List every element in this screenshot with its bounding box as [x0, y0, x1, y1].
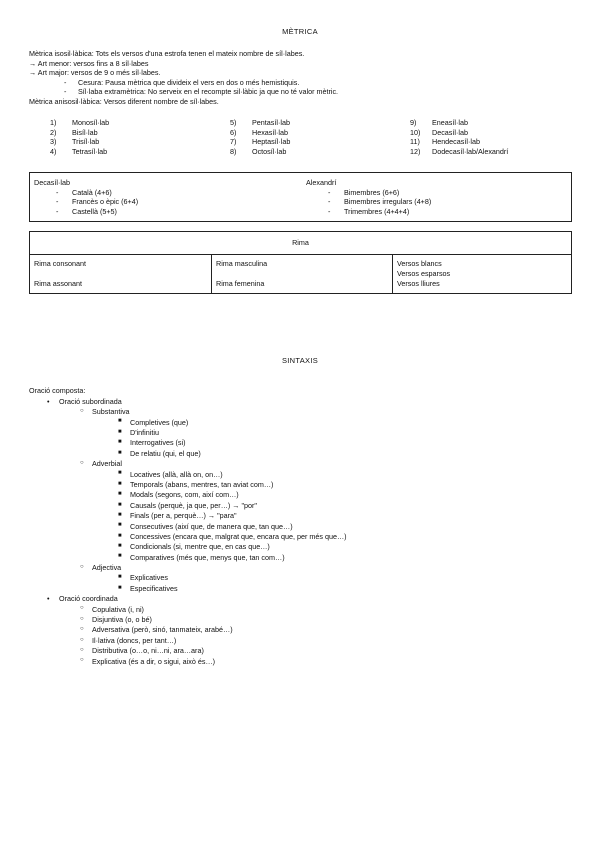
syllable-number: 5)	[230, 118, 237, 127]
list-item: ■ Comparatives (més que, menys que, tan com…)	[118, 552, 285, 562]
syllable-number: 10)	[410, 127, 421, 137]
decasillab-column	[34, 178, 138, 216]
circle-bullet-icon: ○	[80, 459, 84, 466]
syllable-label: Eneasíl·lab	[432, 118, 468, 127]
square-bullet-icon: ■	[118, 470, 122, 477]
subordinada-item	[29, 396, 347, 406]
square-bullet-icon: ■	[118, 543, 122, 550]
syllable-number: 9)	[410, 118, 417, 127]
list-item: ■ Concessives (encara que, malgrat que, encara que, per més que…)	[118, 531, 347, 541]
list-item: ■ Completives (que)	[118, 417, 189, 427]
coordinada-item	[29, 594, 347, 604]
syllable-column-3	[410, 118, 508, 156]
alexandri-item-text: Bimembres irregulars (4+8)	[344, 197, 432, 206]
list-item: ○ Copulativa (i, ni)	[80, 604, 144, 614]
decasillab-item: - Castellà (5+5)	[56, 206, 117, 216]
adverbial-label: Adverbial	[92, 459, 122, 469]
circle-bullet-icon: ○	[80, 563, 84, 570]
syllable-column-1	[50, 118, 230, 156]
list-item: ■ Temporals (abans, mentres, tan aviat com…)	[118, 479, 274, 489]
alexandri-item: - Bimembres (6+6)	[328, 187, 400, 197]
syllable-number: 2)	[50, 127, 57, 137]
adverbial-item	[29, 459, 347, 469]
decasillab-item-text: Castellà (5+5)	[72, 206, 117, 216]
versos-lliures: Versos lliures	[397, 279, 440, 288]
list-item: ■ Causals (perquè, ja que, per…) → "por"	[118, 500, 257, 510]
syllable-item	[230, 137, 410, 147]
metrica-title: MÈTRICA	[282, 27, 318, 36]
square-bullet-icon: ■	[118, 418, 122, 425]
syllable-label: Tetrasíl·lab	[72, 146, 108, 156]
cesura-text: Cesura: Pausa mètrica que divideix el vers en dos o més hemistiquis.	[78, 77, 300, 87]
sintaxi-title: SINTAXIS	[281, 356, 319, 365]
list-item: ○ Distributiva (o…o, ni…ni, ara…ara)	[80, 646, 204, 656]
square-bullet-icon: ■	[118, 491, 122, 498]
syllable-number: 7)	[230, 137, 237, 146]
list-item: ■ Locatives (allà, allà on, on…)	[118, 469, 223, 479]
alexandri-item: - Trimembres (4+4+4)	[328, 206, 410, 216]
cesura-item	[29, 78, 574, 88]
circle-bullet-icon: ○	[80, 615, 84, 622]
syllable-item	[410, 137, 508, 147]
isosillabica-text: Mètrica isosil·làbica: Tots els versos d'una estrofa tenen el mateix nombre de síl·labes.	[29, 49, 305, 58]
syllable-item	[230, 147, 410, 157]
square-bullet-icon: ■	[118, 584, 122, 591]
syllable-number: 8)	[230, 146, 237, 156]
list-item: ■ D'infinitiu	[118, 428, 159, 437]
art-major-text: → Art major: versos de 9 o més síl·labes.	[29, 68, 161, 77]
coordinada-label: Oració coordinada	[59, 594, 118, 604]
rima-masculina: Rima masculina	[216, 259, 268, 268]
syllable-label: Hexasíl·lab	[252, 127, 288, 137]
substantiva-label: Substantiva	[92, 407, 130, 417]
list-item: ■ Condicionals (si, mentre que, en cas que…)	[118, 542, 270, 552]
list-item: ■ Modals (segons, com, així com…)	[118, 490, 239, 500]
list-item: ■ De relatiu (qui, el que)	[118, 448, 201, 458]
dash-bullet: -	[64, 77, 67, 87]
list-item: ○ Explicativa (és a dir, o sigui, això és…)	[80, 656, 216, 666]
list-item: ■ Finals (per a, perquè…) → "para"	[118, 511, 237, 521]
square-bullet-icon: ■	[118, 532, 122, 539]
square-bullet-icon: ■	[118, 480, 122, 487]
circle-bullet-icon: ○	[80, 408, 84, 415]
adjectiva-item	[29, 563, 347, 573]
decasillab-item-text: Francès o èpic (6+4)	[72, 197, 139, 206]
decasillab-item: - Francès o èpic (6+4)	[56, 197, 139, 206]
syllable-number: 6)	[230, 127, 237, 137]
extrametrica-item	[29, 87, 574, 97]
syllable-label: Trisíl·lab	[72, 137, 100, 146]
syllable-item	[230, 128, 410, 138]
decasillab-alexandri-box	[29, 172, 572, 222]
square-bullet-icon: ■	[118, 439, 122, 446]
circle-bullet-icon: ○	[80, 647, 84, 653]
rima-consonant: Rima consonant	[34, 259, 86, 268]
versos-esparsos: Versos esparsos	[397, 269, 451, 278]
syllable-number: 4)	[50, 146, 57, 156]
alexandri-title: Alexandrí	[306, 178, 337, 187]
list-item: ○ Adversativa (però, sinó, tanmateix, arabé…)	[80, 625, 233, 635]
circle-bullet-icon: ○	[80, 605, 84, 612]
art-menor-text: → Art menor: versos fins a 8 síl·labes	[29, 58, 149, 68]
substantiva-item	[29, 407, 347, 417]
alexandri-column	[306, 178, 431, 216]
syllable-number: 3)	[50, 137, 57, 146]
adjectiva-label: Adjectiva	[92, 563, 122, 573]
syllable-item	[410, 128, 508, 138]
syllable-item	[50, 147, 230, 157]
syllable-label: Monosíl·lab	[72, 118, 110, 127]
square-bullet-icon: ■	[118, 553, 122, 560]
syllable-item	[410, 147, 508, 157]
syllable-item	[410, 118, 508, 128]
metrica-definitions	[29, 49, 574, 106]
rima-cell-2	[212, 254, 392, 293]
syllable-number: 12)	[410, 146, 421, 156]
syllable-item	[50, 118, 230, 128]
syllable-label: Hendecasíl·lab	[432, 137, 480, 146]
syllable-label: Decasíl·lab	[432, 127, 468, 137]
anisosillabica-text: Mètrica anisosil·làbica: Versos diferent nombre de síl·labes.	[29, 96, 219, 106]
alexandri-item-text: Trimembres (4+4+4)	[344, 206, 410, 216]
circle-bullet-icon: ○	[80, 636, 84, 643]
syllable-list	[50, 118, 570, 156]
syllable-number: 1)	[50, 118, 57, 127]
syllable-label: Dodecasíl·lab/Alexandrí	[432, 146, 509, 156]
extrametrica-text: Síl·laba extramètrica: No serveix en el recompte sil·làbic ja que no té valor mètric.	[78, 87, 339, 96]
square-bullet-icon: ■	[118, 501, 122, 508]
syllable-item	[230, 118, 410, 128]
list-item: ○ Disjuntiva (o, o bé)	[80, 615, 152, 625]
rima-assonant: Rima assonant	[34, 279, 82, 288]
syllable-item	[50, 128, 230, 138]
rima-title: Rima	[30, 232, 571, 255]
list-item: ■ Especificatives	[118, 583, 178, 593]
list-item: ○ Il·lativa (doncs, per tant…)	[80, 635, 177, 645]
bullet-icon: •	[47, 396, 50, 406]
syllable-column-2	[230, 118, 410, 156]
rima-cell-1	[30, 254, 211, 293]
list-item: ■ Consecutives (així que, de manera que, tan que…)	[118, 521, 293, 531]
rima-cell-3	[393, 254, 571, 293]
oracio-composta-heading: Oració composta:	[29, 386, 86, 396]
syllable-label: Heptasíl·lab	[252, 137, 291, 146]
square-bullet-icon: ■	[118, 511, 122, 518]
sintaxi-outline	[29, 386, 347, 667]
list-item: ■ Interrogatives (si)	[118, 438, 186, 448]
syllable-number: 11)	[410, 137, 420, 146]
square-bullet-icon: ■	[118, 428, 122, 435]
syllable-label: Pentasíl·lab	[252, 118, 290, 127]
versos-blancs: Versos blancs	[397, 259, 442, 268]
syllable-item	[50, 137, 230, 147]
square-bullet-icon: ■	[118, 522, 122, 529]
square-bullet-icon: ■	[118, 574, 122, 581]
rima-table	[29, 231, 572, 294]
decasillab-title: Decasíl·lab	[34, 178, 70, 187]
decasillab-item: - Català (4+6)	[56, 187, 112, 197]
subordinada-label: Oració subordinada	[59, 396, 122, 406]
alexandri-item-text: Bimembres (6+6)	[344, 187, 400, 197]
square-bullet-icon: ■	[118, 449, 122, 456]
bullet-icon: •	[47, 594, 50, 604]
syllable-label: Bisíl·lab	[72, 127, 98, 137]
circle-bullet-icon: ○	[80, 657, 84, 664]
dash-bullet: -	[64, 87, 67, 96]
circle-bullet-icon: ○	[80, 626, 84, 633]
alexandri-item: - Bimembres irregulars (4+8)	[328, 197, 432, 206]
rima-femenina: Rima femenina	[216, 279, 265, 288]
list-item: ■ Explicatives	[118, 573, 168, 583]
syllable-label: Octosíl·lab	[252, 146, 287, 156]
decasillab-item-text: Català (4+6)	[72, 187, 112, 197]
